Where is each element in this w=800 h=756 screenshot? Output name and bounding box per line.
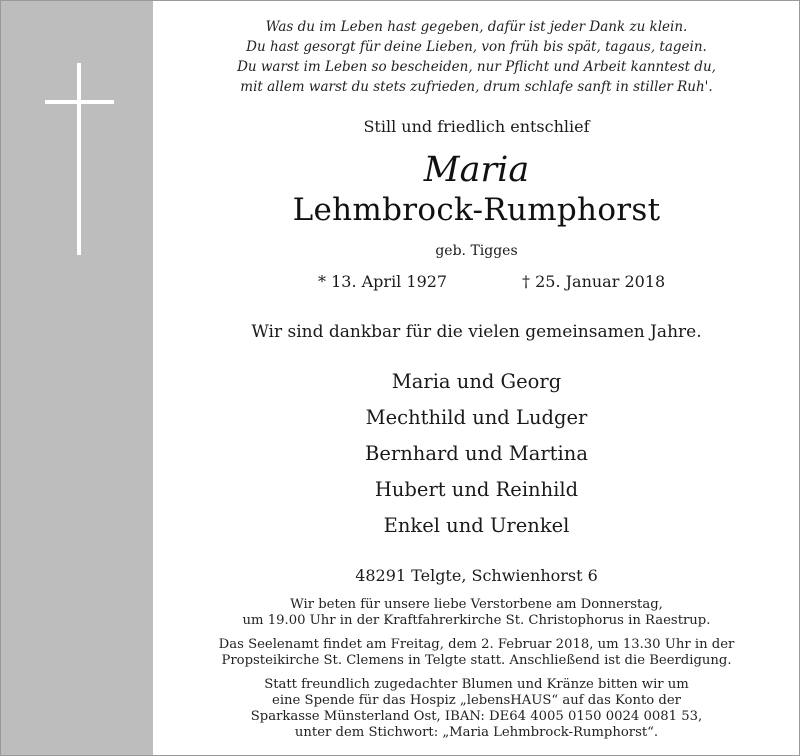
family-member: Bernhard und Martina xyxy=(365,442,588,465)
requiem-line: Propsteikirche St. Clemens in Telgte statt. Anschließend ist die Beerdigung. xyxy=(221,653,732,668)
poem-line: Was du im Leben hast gegeben, dafür ist jeder Dank zu klein. xyxy=(265,19,688,35)
donation-line: eine Spende für das Hospiz „lebensHAUS“ auf das Konto der xyxy=(272,693,681,708)
notice-content xyxy=(153,0,800,756)
death-date: † 25. Januar 2018 xyxy=(522,272,666,291)
cross-horizontal-beam xyxy=(45,100,114,104)
donation-line: Sparkasse Münsterland Ost, IBAN: DE64 4005 0150 0024 0081 53, xyxy=(250,709,703,724)
family-member: Hubert und Reinhild xyxy=(374,478,579,501)
requiem-line: Das Seelenamt findet am Freitag, dem 2. Februar 2018, um 13.30 Uhr in der xyxy=(218,637,735,652)
birth-date: * 13. April 1927 xyxy=(318,272,448,291)
donation-line: unter dem Stichwort: „Maria Lehmbrock-Rumphorst“. xyxy=(294,725,659,740)
donation-line: Statt freundlich zugedachter Blumen und Kränze bitten wir um xyxy=(264,677,689,692)
deceased-first-name: Maria xyxy=(423,150,530,190)
thanks-text: Wir sind dankbar für die vielen gemeinsamen Jahre. xyxy=(251,322,702,342)
poem-line: Du warst im Leben so bescheiden, nur Pflicht und Arbeit kanntest du, xyxy=(237,59,716,75)
side-bar xyxy=(1,1,153,755)
family-member: Mechthild und Ludger xyxy=(365,406,588,429)
address: 48291 Telgte, Schwienhorst 6 xyxy=(355,566,598,585)
poem-line: mit allem warst du stets zufrieden, drum schlafe sanft in stiller Ruh'. xyxy=(240,79,713,95)
birth-name: geb. Tigges xyxy=(435,243,518,259)
prayer-line: um 19.00 Uhr in der Kraftfahrerkirche St. Christophorus in Raestrup. xyxy=(242,613,711,628)
family-member: Maria und Georg xyxy=(391,370,562,393)
deceased-last-name: Lehmbrock-Rumphorst xyxy=(292,192,661,228)
family-member: Enkel und Urenkel xyxy=(383,514,570,537)
intro-text: Still und friedlich entschlief xyxy=(363,117,590,136)
poem-line: Du hast gesorgt für deine Lieben, von früh bis spät, tagaus, tagein. xyxy=(246,39,707,55)
cross-vertical-beam xyxy=(77,63,81,255)
life-dates xyxy=(153,272,800,294)
prayer-line: Wir beten für unsere liebe Verstorbene am Donnerstag, xyxy=(290,597,663,612)
